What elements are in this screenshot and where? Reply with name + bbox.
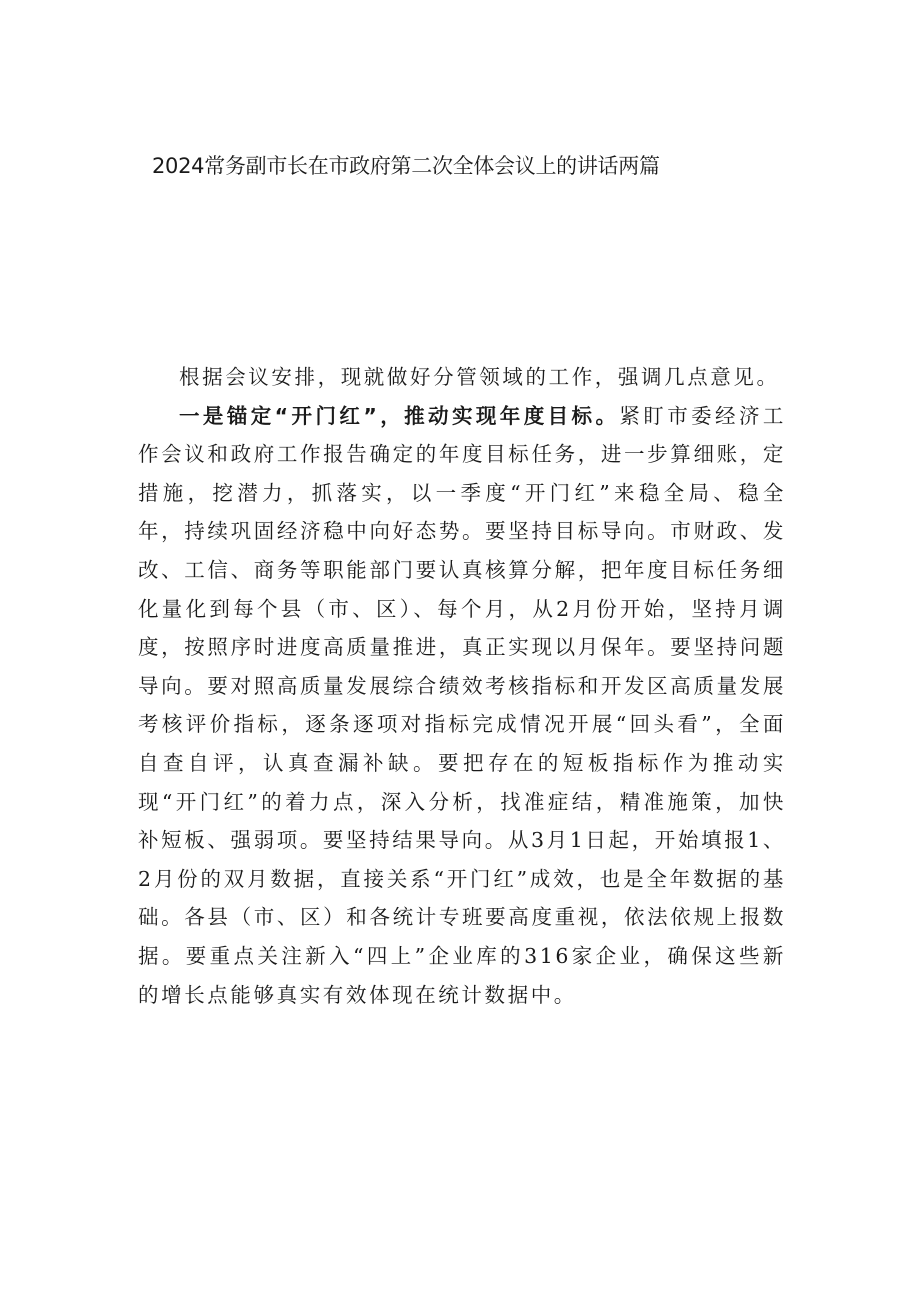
- paragraph-text: 紧盯市委经济工作会议和政府工作报告确定的年度目标任务，进一步算细账，定措施，挖潜力，抓落实，以一季度“开门红”来稳全局、稳全年，持续巩固经济稳中向好态势。要坚持目标导向。市财政、发改、工信、商务等职能部门要认真核算分解，把年度目标任务细化量化到每个县（市、区）、每个月，从2月份开始，坚持月调度，按照序时进度高质量推进，真正实现以月保年。要坚持问题导向。要对照高质量发展综合绩效考核指标和开发区高质量发展考核评价指标，逐条逐项对指标完成情况开展“回头看”，全面自查自评，认真查漏补缺。要把存在的短板指标作为推动实现“开门红”的着力点，深入分析，找准症结，精准施策，加快补短板、强弱项。要坚持结果导向。从3月1日起，开始填报1、2月份的双月数据，直接关系“开门红”成效，也是全年数据的基础。各县（市、区）和各统计专班要高度重视，依法依规上报数据。要重点关注新入“四上”企业库的316家企业，确保这些新的增长点能够真实有效体现在统计数据中。: [138, 403, 786, 1007]
- document-body: [138, 358, 786, 1014]
- paragraph-text: 根据会议安排，现就做好分管领域的工作，强调几点意见。: [179, 365, 780, 389]
- document-title: 2024常务副市长在市政府第二次全体会议上的讲话两篇: [152, 154, 660, 178]
- paragraph-section-one: [138, 397, 786, 1015]
- section-heading: 一是锚定“开门红”，推动实现年度目标。: [179, 403, 620, 428]
- paragraph-intro: [138, 358, 786, 397]
